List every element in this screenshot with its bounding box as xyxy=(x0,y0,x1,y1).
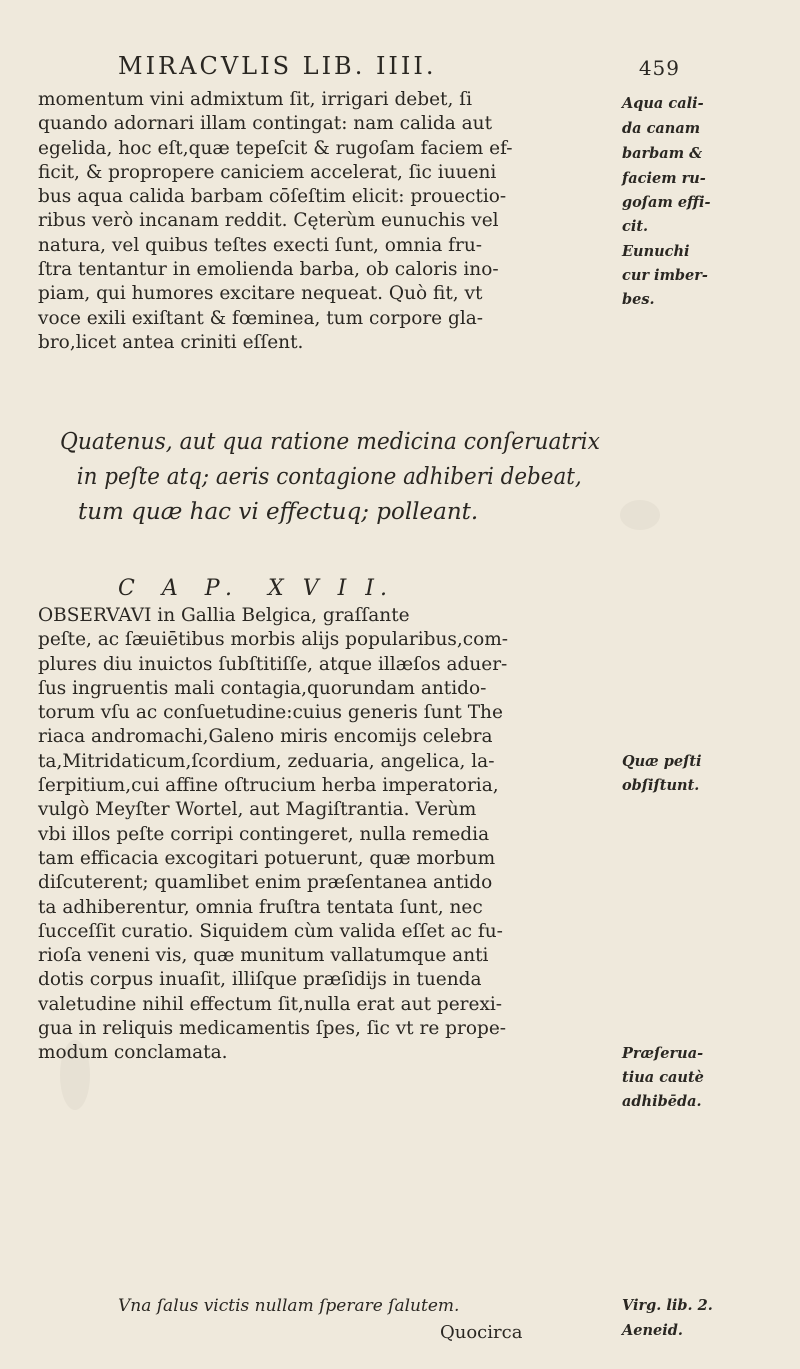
margin-note: Præſerua- xyxy=(622,1045,704,1062)
text-line: rioſa veneni vis, quæ munitum vallatumque anti xyxy=(38,945,489,967)
text-line: piam, qui humores excitare nequeat. Quò fit, vt xyxy=(38,283,483,305)
running-head-title: MIRACVLIS LIB. IIII. xyxy=(118,52,437,80)
text-line: bro,licet antea criniti eſſent. xyxy=(38,331,304,353)
margin-note: obſiſtunt. xyxy=(622,777,700,794)
heading-line: Quatenus, aut qua ratione medicina conſeruatrix xyxy=(60,429,600,455)
margin-note: Virg. lib. 2. xyxy=(622,1297,713,1314)
margin-note: Quæ peſti xyxy=(622,753,702,770)
margin-note: cur imber- xyxy=(622,267,708,284)
verse-quotation: Vna ſalus victis nullam ſperare ſalutem. xyxy=(118,1296,460,1316)
text-line: voce exili exiſtant & fœminea, tum corpore gla- xyxy=(38,307,484,329)
page-number: 459 xyxy=(638,56,680,80)
text-line: egelida, hoc eſt,quæ tepeſcit & rugoſam faciem ef- xyxy=(38,137,513,159)
text-line: dotis corpus inuaſit, illiſque præſidijs in tuenda xyxy=(38,969,482,991)
margin-note: barbam & xyxy=(622,145,703,162)
running-head xyxy=(118,52,678,80)
text-line: valetudine nihil effectum ſit,nulla erat aut perexi- xyxy=(38,993,503,1015)
text-line: ficit, & propropere caniciem accelerat, ſic iuueni xyxy=(38,161,497,183)
text-line: ſerpitium,cui affine oſtrucium herba imperatoria, xyxy=(38,775,499,797)
text-line: vulgò Meyſter Wortel, aut Magiſtrantia. Verùm xyxy=(38,799,477,821)
heading-line: tum quæ hac vi effectuq; polleant. xyxy=(78,499,479,525)
text-line: ta adhiberentur, omnia fruſtra tentata ſunt, nec xyxy=(38,896,483,918)
margin-note: bes. xyxy=(622,291,655,308)
margin-note: adhibēda. xyxy=(622,1093,702,1110)
chapter-heading xyxy=(118,576,518,601)
margin-note: goſam effi- xyxy=(622,194,711,211)
margin-note: Aqua cali- xyxy=(622,95,704,112)
text-line: vbi illos peſte corripi contingeret, nulla remedia xyxy=(38,823,490,845)
margin-note: cit. xyxy=(622,218,649,235)
margin-note: da canam xyxy=(622,120,701,137)
catchword: Quocirca xyxy=(440,1322,523,1343)
margin-note: tiua cautè xyxy=(622,1069,704,1086)
paragraph-2 xyxy=(38,604,598,1066)
text-line: ta,Mitridaticum,ſcordium, zeduaria, angelica, la- xyxy=(38,750,495,772)
text-line: ribus verò incanam reddit. Cęterùm eunuchis vel xyxy=(38,210,499,232)
text-line: ſus ingruentis mali contagia,quorundam antido- xyxy=(38,677,487,699)
text-line: quando adornari illam contingat: nam calida aut xyxy=(38,113,493,135)
section-heading xyxy=(60,425,600,530)
chapter-label: C A P. xyxy=(118,576,243,601)
text-line: OBSERVAVI in Gallia Belgica, graſſante xyxy=(38,605,410,626)
paragraph-1 xyxy=(38,88,598,355)
text-line: riaca andromachi,Galeno miris encomijs celebra xyxy=(38,726,493,748)
text-line: momentum vini admixtum ſit, irrigari debet, ſi xyxy=(38,89,473,110)
text-line: ſtra tentantur in emolienda barba, ob caloris ino- xyxy=(38,259,499,281)
chapter-number: X V I I. xyxy=(268,576,393,601)
text-line: diſcuterent; quamlibet enim præſentanea antido xyxy=(38,872,493,894)
margin-note: Eunuchi xyxy=(622,243,690,260)
text-line: modum conclamata. xyxy=(38,1042,228,1064)
text-line: plures diu inuictos ſubſtitiſſe, atque illæſos aduer- xyxy=(38,653,508,675)
text-line: ſucceſſit curatio. Siquidem cùm valida eſſet ac fu- xyxy=(38,920,503,942)
text-line: gua in reliquis medicamentis ſpes, ſic vt re prope- xyxy=(38,1018,507,1040)
text-line: natura, vel quibus teſtes execti ſunt, omnia fru- xyxy=(38,234,482,256)
margin-note: Aeneid. xyxy=(622,1322,683,1339)
text-line: torum vſu ac conſuetudine:cuius generis ſunt The xyxy=(38,702,503,724)
text-line: peſte, ac ſæuiētibus morbis alijs popularibus,com- xyxy=(38,629,509,651)
margin-note: faciem ru- xyxy=(622,170,706,187)
heading-line: in peſte atq; aeris contagione adhiberi debeat, xyxy=(76,464,582,490)
text-line: tam efficacia excogitari potuerunt, quæ morbum xyxy=(38,847,496,869)
paper-stain xyxy=(620,500,660,530)
text-line: bus aqua calida barbam cōſeſtim elicit: prouectio- xyxy=(38,186,507,208)
